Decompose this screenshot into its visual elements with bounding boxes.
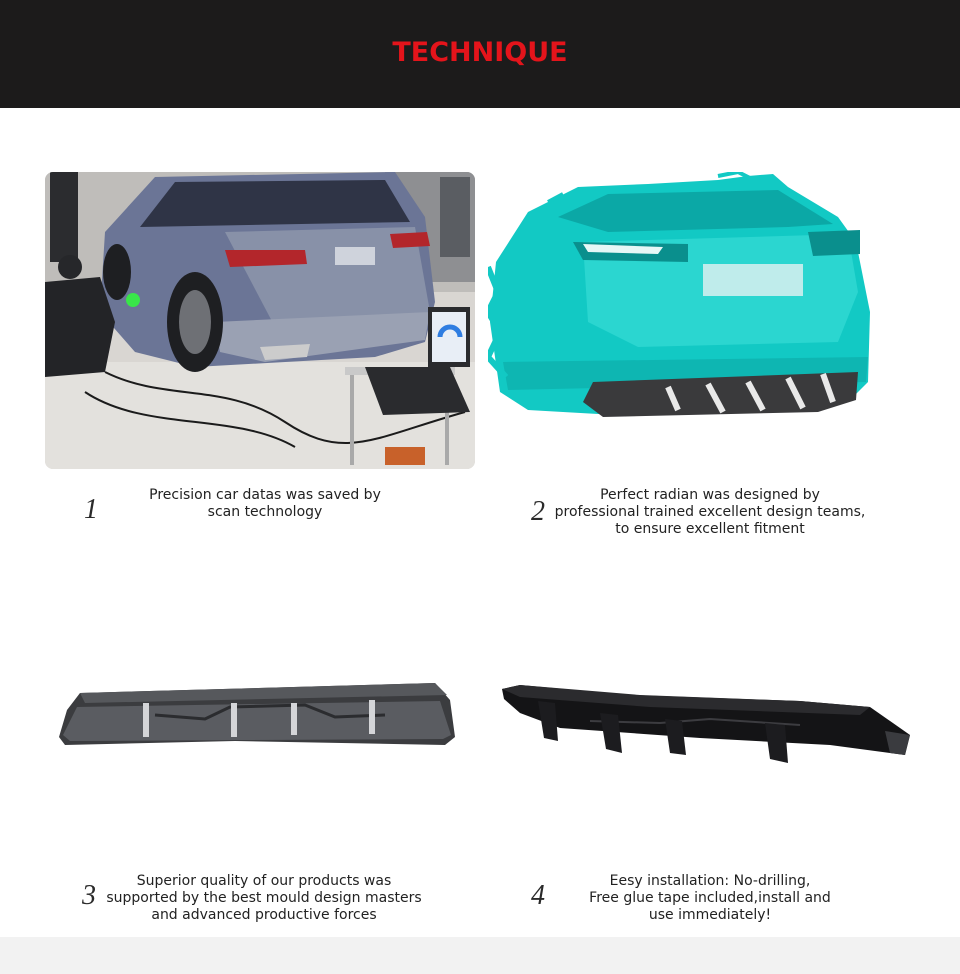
step-3-caption: [88, 873, 440, 924]
step-2-line-1: Perfect radian was designed by: [600, 487, 820, 503]
step-4-line-2: Free glue tape included,install and: [589, 890, 831, 906]
step-3-number: 3: [82, 880, 96, 911]
step-2-number: 2: [531, 496, 545, 527]
step-1-number: 1: [84, 494, 98, 525]
footer-band: [0, 937, 960, 974]
step-1-caption: [115, 487, 415, 521]
step-3-line-1: Superior quality of our products was: [136, 873, 392, 889]
car-scanning-photo: [45, 172, 475, 469]
diffuser-front-view: [55, 675, 460, 755]
page-title: TECHNIQUE: [392, 37, 568, 68]
step-1-line-2: scan technology: [207, 504, 323, 520]
diffuser-angled-view: [500, 683, 912, 765]
step-2-line-3: to ensure excellent fitment: [615, 521, 805, 537]
page-header: [0, 0, 960, 108]
step-4-caption: [570, 873, 850, 924]
step-4-number: 4: [531, 880, 545, 911]
step-4-line-3: use immediately!: [648, 907, 772, 923]
step-4-line-1: Eesy installation: No-drilling,: [609, 873, 811, 889]
step-3-line-3: and advanced productive forces: [151, 907, 377, 923]
step-1-line-1: Precision car datas was saved by: [149, 487, 381, 503]
step-2-caption: [540, 487, 880, 538]
3d-scan-model: [488, 172, 872, 425]
step-3-line-2: supported by the best mould design masters: [106, 890, 422, 906]
step-2-line-2: professional trained excellent design teams,: [554, 504, 866, 520]
